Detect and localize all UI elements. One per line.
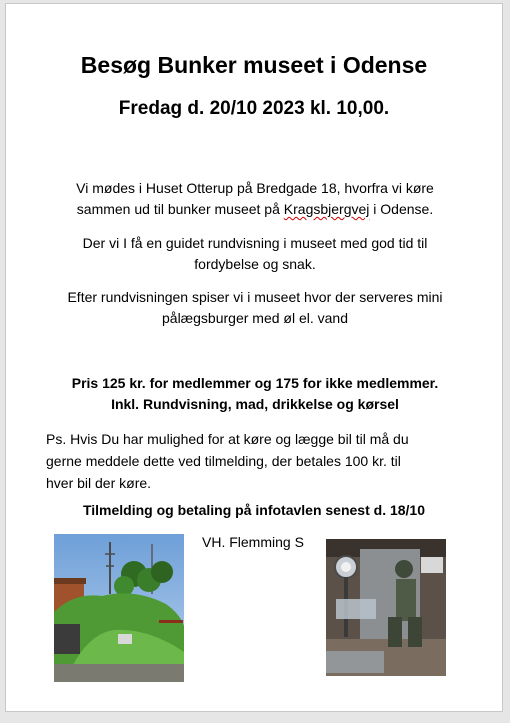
meeting-paragraph bbox=[36, 178, 474, 220]
page-title: Besøg Bunker museet i Odense bbox=[80, 52, 428, 78]
food-paragraph bbox=[36, 287, 474, 329]
meeting-line-2-start: sammen ud til bunker museet på bbox=[76, 201, 284, 217]
price-paragraph bbox=[36, 373, 474, 415]
price-line-1: Pris 125 kr. for medlemmer og 175 for ikke medlemmer. bbox=[71, 375, 439, 391]
tour-paragraph bbox=[36, 233, 474, 275]
food-line-1: Efter rundvisningen spiser vi i museet hvor der serveres mini bbox=[67, 289, 443, 305]
event-date: Fredag d. 20/10 2023 kl. 10,00. bbox=[118, 98, 390, 119]
meeting-line-2 bbox=[36, 199, 474, 220]
tour-line-2: fordybelse og snak. bbox=[194, 256, 316, 272]
tour-line-1: Der vi I få en guidet rundvisning i museet med god tid til bbox=[82, 235, 428, 251]
ps-line-3: hver bil der køre. bbox=[46, 475, 152, 491]
museum-exhibit-photo bbox=[326, 539, 446, 676]
price-line-2: Inkl. Rundvisning, mad, drikkelse og kørsel bbox=[111, 396, 399, 412]
signup-deadline: Tilmelding og betaling på infotavlen senest d. 18/10 bbox=[82, 502, 426, 518]
meeting-line-1: Vi mødes i Huset Otterup på Bredgade 18, hvorfra vi køre bbox=[76, 180, 434, 196]
bunker-photo-image bbox=[54, 534, 184, 682]
museum-exhibit-image bbox=[326, 539, 446, 676]
ps-line-2: gerne meddele dette ved tilmelding, der betales 100 kr. til bbox=[46, 453, 401, 469]
food-line-2: pålægsburger med øl el. vand bbox=[162, 310, 348, 326]
signature: VH. Flemming S bbox=[202, 534, 304, 550]
misspelled-word: Kragsbjergvej bbox=[283, 201, 370, 217]
document-page bbox=[5, 3, 503, 712]
ps-paragraph bbox=[46, 428, 472, 494]
ps-line-1: Ps. Hvis Du har mulighed for at køre og lægge bil til må du bbox=[46, 431, 409, 447]
meeting-line-2-end: i Odense. bbox=[369, 201, 434, 217]
bunker-photo bbox=[54, 534, 184, 682]
